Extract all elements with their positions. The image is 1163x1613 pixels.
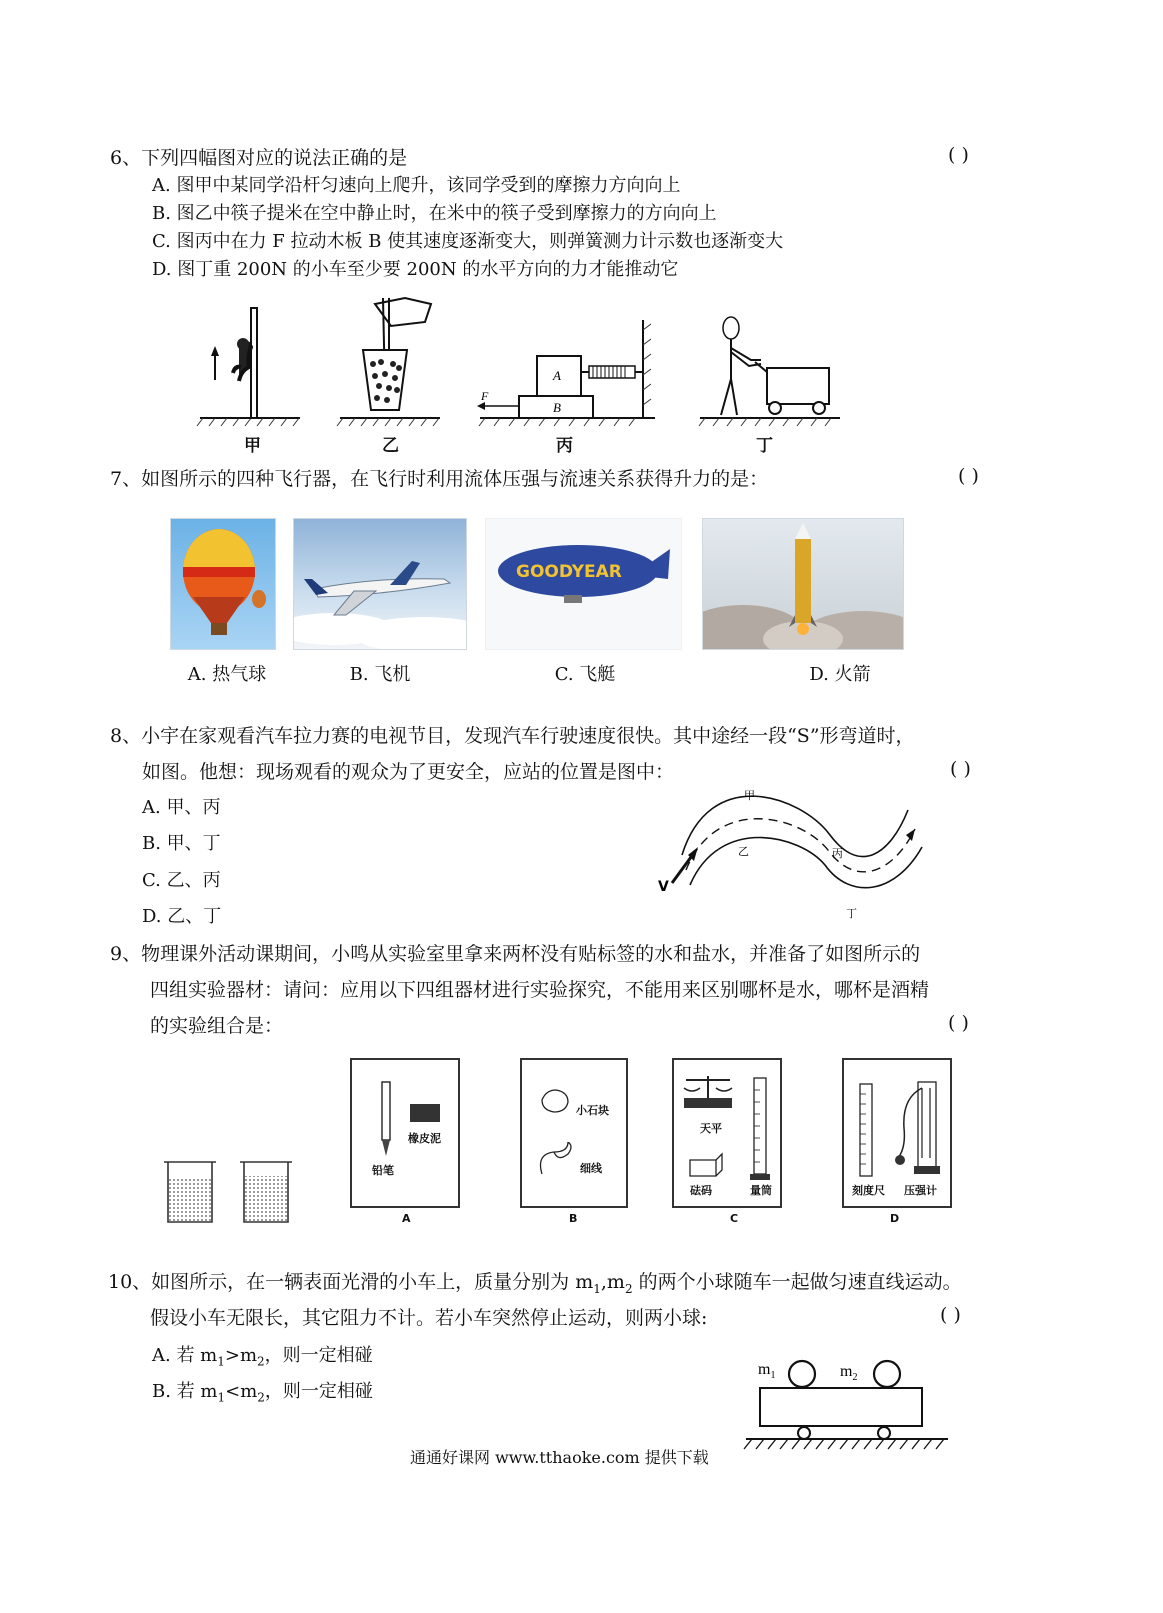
q10-stem-line2: 假设小车无限长，其它阻力不计。若小车突然停止运动，则两小球: (150, 1307, 708, 1329)
q6-caption-ding: 丁 (756, 436, 773, 456)
q8-velocity-label: V (658, 879, 669, 895)
q8-label-yi: 乙 (738, 845, 749, 858)
q9-stem-line3: 的实验组合是： (150, 1015, 284, 1037)
q6-option-d: D. 图丁重 200N 的小车至少要 200N 的水平方向的力才能推动它 (152, 259, 679, 280)
q9-card-c-letter: C (730, 1212, 739, 1225)
q8-option-c: C. 乙、丙 (142, 870, 221, 891)
q7-photo-rocket (702, 518, 904, 650)
q10-stem-line1: 10、如图所示，在一辆表面光滑的小车上，质量分别为 $m_1,m_2$ 的两个小球随车一起做匀速直线运动。 (108, 1271, 962, 1296)
q6-option-a: A. 图甲中某同学沿杆匀速向上爬升，该同学受到的摩擦力方向向上 (152, 175, 681, 196)
q9-beakers (160, 1158, 300, 1228)
q7-caption-d: D. 火箭 (809, 664, 871, 685)
q10-option-b: B. 若 $m_1<m_2$，则一定相碰 (152, 1381, 373, 1405)
q7-photo-blimp (485, 518, 682, 650)
q9-card-a-letter: A (402, 1212, 411, 1225)
q7-blimp-text: GOODYEAR (516, 562, 622, 582)
q8-answer-paren: ( ) (950, 758, 971, 780)
q9-stem-line1: 9、物理课外活动课期间，小鸣从实验室里拿来两杯没有贴标签的水和盐水，并准备了如图所示的 (110, 943, 921, 965)
q10-answer-paren: ( ) (940, 1304, 961, 1326)
q9-card-c-item-3: 量筒 (750, 1184, 772, 1197)
q6-caption-bing: 丙 (556, 436, 573, 456)
q6-stem: 6、下列四幅图对应的说法正确的是 (110, 147, 408, 169)
q7-caption-c: C. 飞艇 (554, 664, 616, 685)
q9-card-c-item-2: 砝码 (690, 1184, 712, 1197)
q10-m1-label: $m_1$ (758, 1361, 776, 1381)
q6-answer-paren: ( ) (948, 144, 969, 166)
q6-figure-bing (475, 300, 660, 430)
q8-label-jia: 甲 (744, 789, 755, 802)
q6-caption-yi: 乙 (382, 436, 399, 456)
q9-card-a (350, 1058, 460, 1208)
q9-card-c-item-1: 天平 (700, 1122, 722, 1135)
q9-card-b (520, 1058, 628, 1208)
q10-m2-label: $m_2$ (840, 1363, 858, 1383)
q9-card-a-item-2: 橡皮泥 (408, 1132, 441, 1145)
q9-answer-paren: ( ) (948, 1012, 969, 1034)
q8-label-ding: 丁 (846, 907, 857, 920)
q6-figure-yi (335, 292, 445, 430)
q6-block-a-label: A (553, 368, 561, 383)
q10-cart-figure (740, 1352, 955, 1462)
q6-option-b: B. 图乙中筷子提米在空中静止时，在米中的筷子受到摩擦力的方向向上 (152, 203, 717, 224)
q8-option-d: D. 乙、丁 (142, 906, 222, 927)
q9-clay-block (410, 1104, 440, 1122)
q6-figure-jia (195, 300, 305, 430)
q7-answer-paren: ( ) (958, 465, 979, 487)
q6-caption-jia: 甲 (244, 436, 261, 456)
q9-card-b-letter: B (569, 1212, 578, 1225)
q7-stem: 7、如图所示的四种飞行器，在飞行时利用流体压强与流速关系获得升力的是： (110, 468, 769, 490)
q9-card-b-item-2: 细线 (580, 1162, 602, 1175)
q8-s-curve-figure (650, 785, 930, 925)
q7-photo-airplane (293, 518, 467, 650)
q9-card-c (672, 1058, 782, 1208)
q8-option-b: B. 甲、丁 (142, 833, 221, 854)
q7-caption-a: A. 热气球 (187, 664, 267, 685)
q6-block-b-label: B (553, 400, 561, 415)
q9-card-b-item-1: 小石块 (576, 1104, 609, 1117)
q9-card-d-item-2: 压强计 (904, 1184, 937, 1197)
q9-stem-line2: 四组实验器材：请问：应用以下四组器材进行实验探究，不能用来区别哪杯是水，哪杯是酒精 (150, 979, 930, 1001)
q10-option-a: A. 若 $m_1>m_2$，则一定相碰 (152, 1345, 373, 1369)
q6-option-c: C. 图丙中在力 F 拉动木板 B 使其速度逐渐变大，则弹簧测力计示数也逐渐变大 (152, 231, 784, 252)
q6-figure-ding (695, 300, 845, 430)
q8-label-bing: 丙 (832, 847, 843, 860)
q7-caption-b: B. 飞机 (349, 664, 411, 685)
q9-card-a-item-1: 铅笔 (372, 1164, 394, 1177)
q9-card-d (842, 1058, 952, 1208)
q8-stem-line1: 8、小宇在家观看汽车拉力赛的电视节目，发现汽车行驶速度很快。其中途经一段“S”形弯道时， (110, 725, 915, 747)
q6-force-label: F (481, 389, 489, 403)
q7-photo-balloon (170, 518, 276, 650)
q9-card-d-item-1: 刻度尺 (852, 1184, 885, 1197)
page-footer: 通通好课网 www.tthaoke.com 提供下载 (410, 1448, 709, 1467)
q9-card-d-letter: D (890, 1212, 900, 1225)
q8-option-a: A. 甲、丙 (142, 797, 221, 818)
q8-stem-line2: 如图。他想：现场观看的观众为了更安全，应站的位置是图中： (142, 761, 675, 783)
